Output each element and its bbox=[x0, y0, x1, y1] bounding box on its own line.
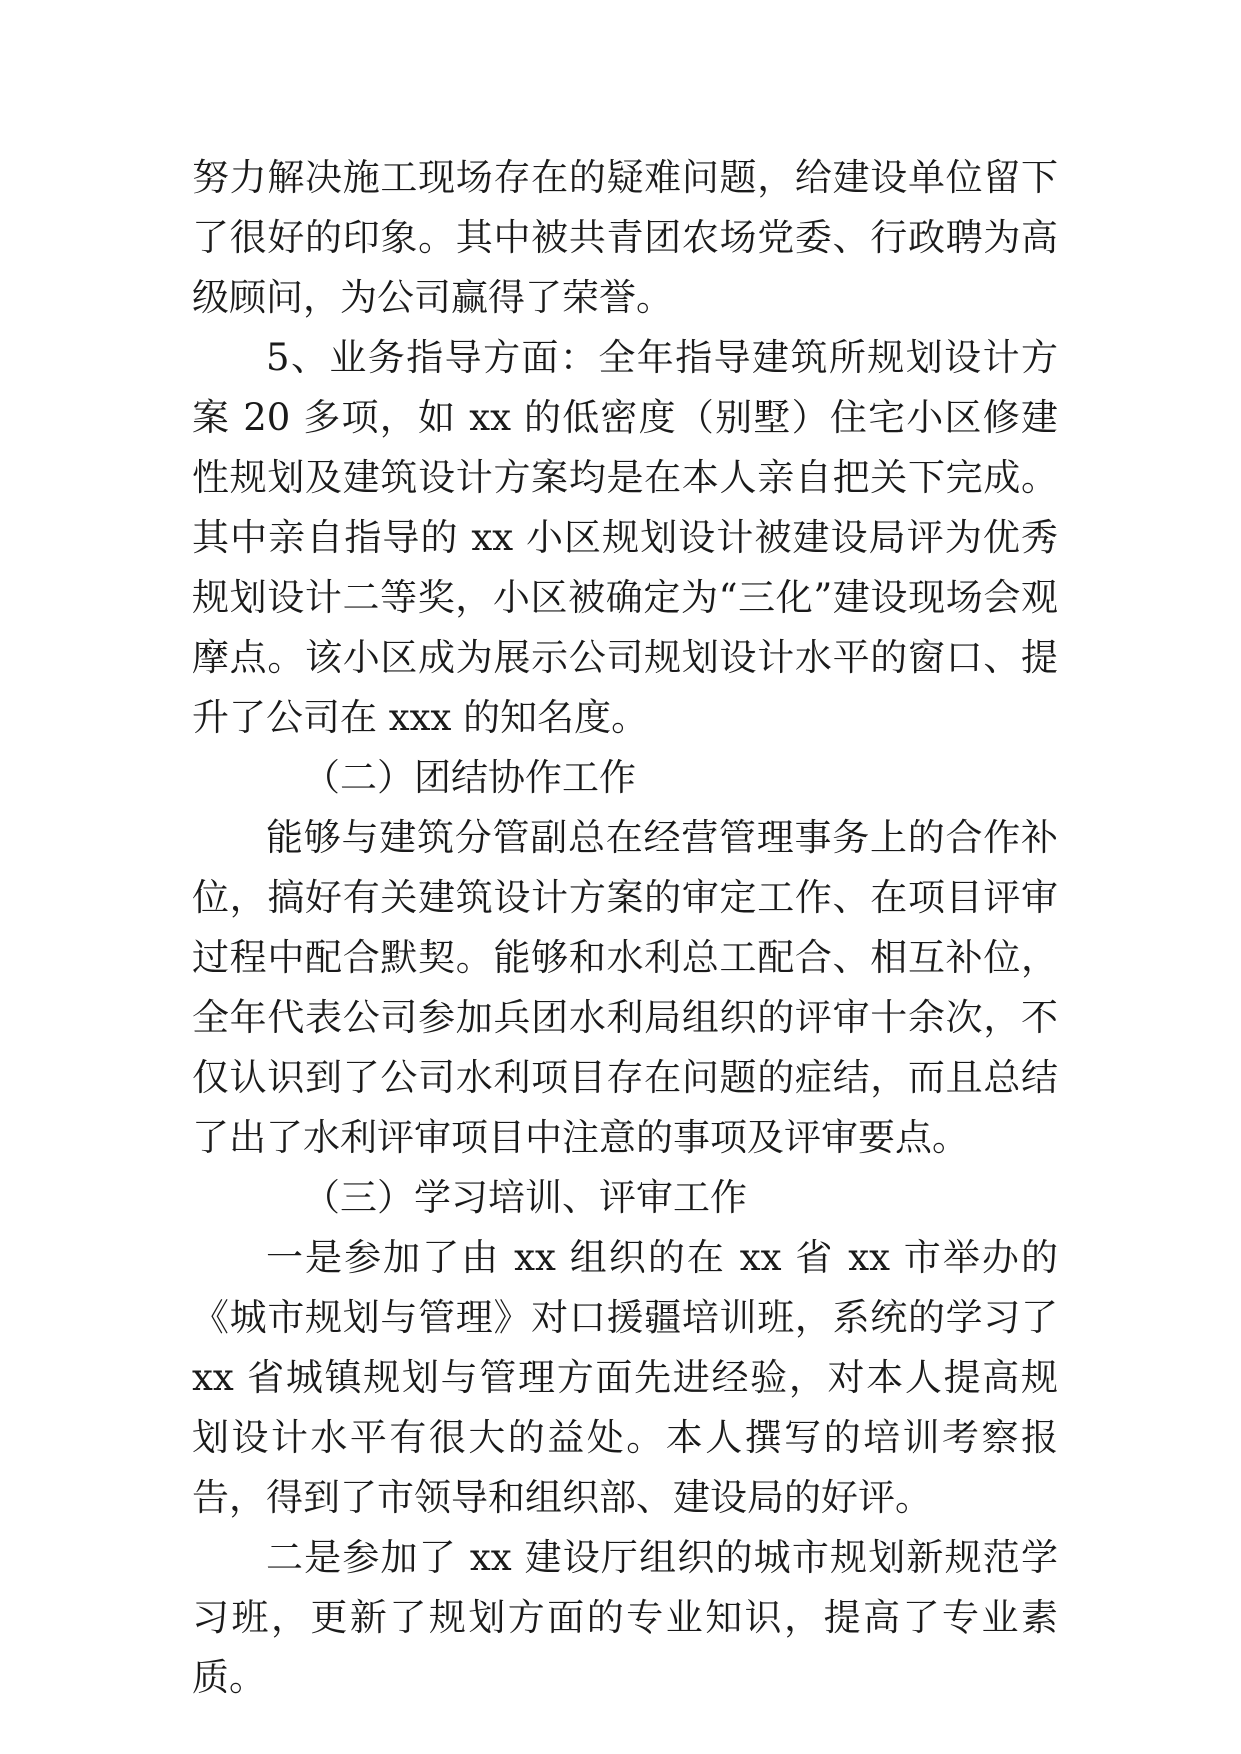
paragraph-business-guidance: 5、业务指导方面：全年指导建筑所规划设计方案 20 多项，如 xx 的低密度（别墅）住宅小区修建性规划及建筑设计方案均是在本人亲自把关下完成。其中亲自指导的 xx 小区规划设计被建设局评为优秀规划设计二等奖，小区被确定为“三化”建设现场会观摩点。该小区成为展示公司规划设计水平的窗口、提升了公司在 xxx 的知名度。 bbox=[192, 336, 1058, 739]
paragraph-teamwork: 能够与建筑分管副总在经营管理事务上的合作补位，搞好有关建筑设计方案的审定工作、在项目评审过程中配合默契。能够和水利总工配合、相互补位，全年代表公司参加兵团水利局组织的评审十余次，不仅认识到了公司水利项目存在问题的症结，而且总结了出了水利评审项目中注意的事项及评审要点。 bbox=[192, 816, 1058, 1159]
document-body bbox=[192, 148, 1058, 1708]
section-heading-training: （三）学习培训、评审工作 bbox=[303, 1176, 747, 1219]
section-heading-teamwork: （二）团结协作工作 bbox=[303, 756, 636, 799]
paragraph-training-two: 二是参加了 xx 建设厅组织的城市规划新规范学习班，更新了规划方面的专业知识，提高了专业素质。 bbox=[192, 1536, 1058, 1699]
paragraph-continued: 努力解决施工现场存在的疑难问题，给建设单位留下了很好的印象。其中被共青团农场党委、行政聘为高级顾问，为公司赢得了荣誉。 bbox=[192, 156, 1058, 319]
paragraph-training-one: 一是参加了由 xx 组织的在 xx 省 xx 市举办的《城市规划与管理》对口援疆培训班，系统的学习了 xx 省城镇规划与管理方面先进经验，对本人提高规划设计水平有很大的益处。本人撰写的培训考察报告，得到了市领导和组织部、建设局的好评。 bbox=[192, 1236, 1058, 1519]
